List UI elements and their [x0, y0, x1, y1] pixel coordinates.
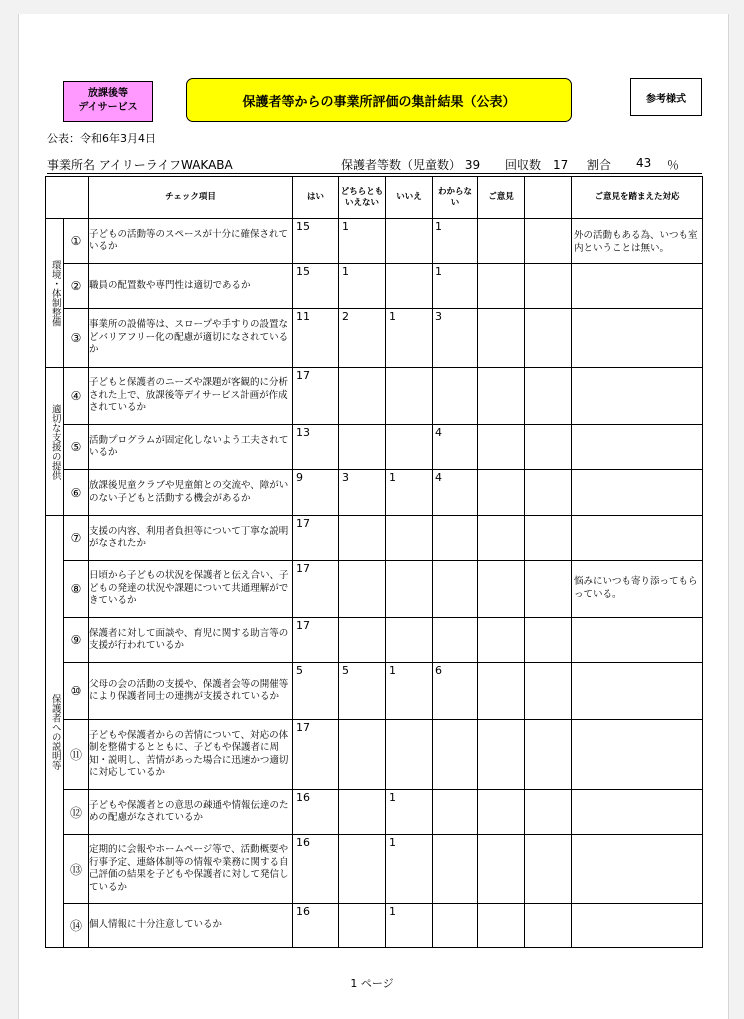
category-support: 適切な支援の提供 [49, 403, 61, 480]
row-2-number: ② [70, 279, 82, 293]
row-5-yes: 13 [296, 426, 310, 439]
header-unknown [433, 177, 477, 218]
row-13-question: 定期的に会報やホームページ等で、活動概要や行事予定、連絡体制等の情報や業務に関する自己評価の結果を子どもや保護者に対して発信しているか [89, 844, 289, 893]
row-4-yes: 17 [296, 369, 310, 382]
row-3-question: 事業所の設備等は、スロープや手すりの設置などバリアフリー化の配慮が適切になされているか [89, 319, 289, 356]
row-9-yes: 17 [296, 619, 310, 632]
document-title: 保護者等からの事業所評価の集計結果（公表） [186, 78, 572, 122]
reference-form-label: 参考様式 [630, 78, 702, 116]
row-8-yes: 17 [296, 562, 310, 575]
row-4-question: 子どもと保護者のニーズや課題が客観的に分析された上で、放課後等デイサービス計画が作成されているか [89, 377, 289, 414]
rate-label: 割合 [587, 158, 612, 172]
header-response: ご意見を踏まえた対応 [594, 192, 680, 202]
row-1-question: 子どもの活動等のスペースが十分に確保されているか [89, 228, 289, 252]
header-neither [339, 177, 385, 218]
row-10-no: 1 [389, 664, 396, 677]
summary-info-line [47, 156, 702, 174]
row-2-yes: 15 [296, 265, 310, 278]
row-13-number: ⑬ [69, 862, 82, 877]
row-10-question: 父母の会の活動の支援や、保護者会等の開催等により保護者同士の連携が支援されているか [89, 678, 289, 702]
page-number: 1 ページ [350, 977, 394, 990]
row-11-question: 子どもや保護者からの苦情について、対応の体制を整備するとともに、子どもや保護者に周知・説明し、苦情があった場合に迅速かつ適切に対応しているか [89, 729, 289, 778]
row-9-number: ⑨ [70, 633, 82, 647]
row-3-yes: 11 [296, 310, 310, 323]
row-4-number: ④ [70, 389, 82, 403]
row-6-unknown: 4 [435, 471, 442, 484]
header-check-item: チェック項目 [165, 192, 216, 202]
service-type-line-1: 放課後等 [88, 88, 128, 99]
row-14-yes: 16 [296, 905, 310, 918]
row-10-number: ⑩ [70, 684, 82, 698]
rate-value: 43 [636, 156, 652, 170]
row-5-question: 活動プログラムが固定化しないよう工夫されているか [89, 434, 289, 458]
row-8-number: ⑧ [70, 582, 82, 596]
row-1-unknown: 1 [435, 220, 442, 233]
row-12-yes: 16 [296, 791, 310, 804]
header-yes: はい [306, 192, 324, 202]
row-13-no: 1 [389, 836, 396, 849]
row-13-yes: 16 [296, 836, 310, 849]
row-10-yes: 5 [296, 664, 303, 677]
row-3-unknown: 3 [435, 310, 442, 323]
row-6-number: ⑥ [70, 485, 82, 500]
header-unknown-line-1: わからな [437, 186, 472, 197]
category-explanation: 保護者への説明等 [49, 693, 61, 770]
row-3-number: ③ [70, 331, 82, 345]
row-6-question: 放課後児童クラブや児童館との交流や、障がいのない子どもと活動する機会があるか [89, 480, 289, 504]
guardian-count: 保護者等数（児童数） 39 [341, 158, 481, 172]
office-name: 事業所名 アイリーライフWAKABA [47, 158, 233, 172]
row-9-question: 保護者に対して面談や、育児に関する助言等の支援が行われているか [89, 627, 289, 651]
row-12-no: 1 [389, 791, 396, 804]
row-6-no: 1 [389, 471, 396, 484]
rate-unit: ％ [667, 158, 680, 172]
service-type-line-2: デイサービス [78, 102, 138, 113]
row-11-yes: 17 [296, 721, 310, 734]
row-14-question: 個人情報に十分注意しているか [89, 919, 223, 931]
header-neither-line-1: どちらとも [340, 186, 384, 197]
row-8-response: 悩みにいつも寄り添ってもらっている。 [574, 576, 698, 600]
row-3-neither: 2 [342, 310, 349, 323]
row-6-yes: 9 [296, 471, 303, 484]
header-no: いいえ [396, 192, 422, 202]
row-1-neither: 1 [342, 220, 349, 233]
row-12-number: ⑫ [69, 805, 82, 820]
row-7-yes: 17 [296, 517, 310, 530]
header-opinion: ご意見 [488, 192, 514, 202]
row-11-number: ⑪ [69, 748, 82, 762]
row-7-number: ⑦ [70, 531, 82, 545]
row-2-unknown: 1 [435, 265, 442, 278]
collected-count: 回収数 17 [505, 158, 569, 172]
evaluation-table [45, 176, 703, 948]
row-1-yes: 15 [296, 220, 310, 233]
row-5-unknown: 4 [435, 426, 442, 439]
row-1-number: ① [70, 234, 82, 248]
row-2-neither: 1 [342, 265, 349, 278]
row-7-question: 支援の内容、利用者負担等について丁寧な説明がなされたか [89, 525, 289, 549]
row-5-number: ⑤ [70, 440, 82, 454]
row-10-neither: 5 [342, 664, 349, 677]
row-1-response: 外の活動もある為、いつも室内ということは無い。 [574, 230, 698, 254]
row-14-number: ⑭ [69, 919, 82, 933]
header-neither-line-2: いえない [344, 197, 379, 208]
row-2-question: 職員の配置数や専門性は適切であるか [89, 279, 251, 291]
row-8-question: 日頃から子どもの状況を保護者と伝え合い、子どもの発達の状況や課題について共通理解ができているか [89, 570, 289, 607]
row-6-neither: 3 [342, 471, 349, 484]
service-type-label [63, 81, 153, 122]
header-unknown-line-2: い [450, 197, 460, 208]
row-10-unknown: 6 [435, 664, 442, 677]
publish-date: 公表：令和6年3月4日 [47, 132, 156, 145]
row-3-no: 1 [389, 310, 396, 323]
category-environment: 環境・体制整備 [49, 259, 61, 327]
row-14-no: 1 [389, 905, 396, 918]
row-12-question: 子どもや保護者との意思の疎通や情報伝達のための配慮がなされているか [89, 799, 289, 823]
